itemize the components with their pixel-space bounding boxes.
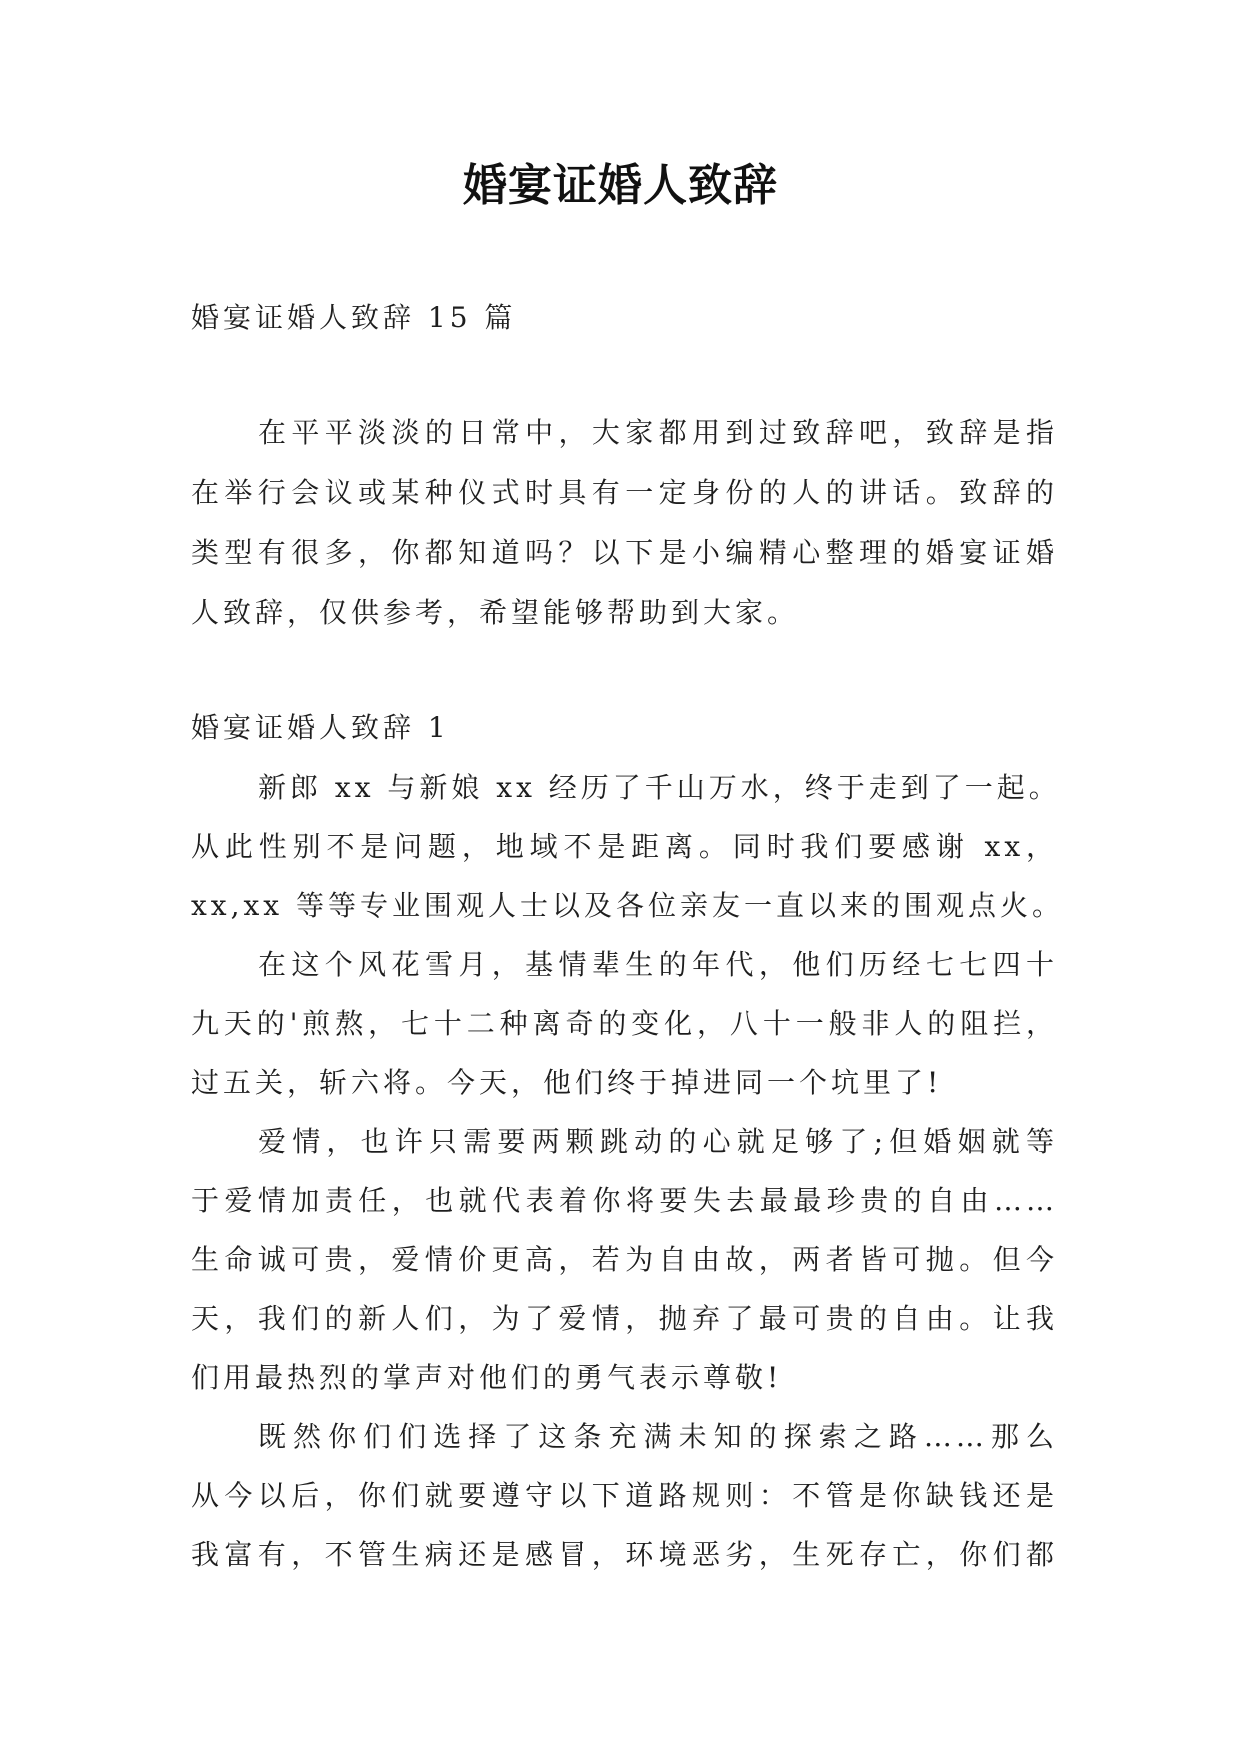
- paragraph-line: 新郎 xx 与新娘 xx 经历了千山万水，终于走到了一起。: [258, 771, 1061, 804]
- paragraph: [191, 935, 1058, 1112]
- section-heading: 婚宴证婚人致辞 1: [191, 711, 450, 744]
- paragraph-line: 从今以后，你们就要遵守以下道路规则：不管是你缺钱还是: [191, 1479, 1058, 1512]
- paragraph-line: 从此性别不是问题，地域不是距离。同时我们要感谢 xx，: [191, 830, 1058, 863]
- paragraph-line: 天，我们的新人们，为了爱情，抛弃了最可贵的自由。让我: [191, 1302, 1058, 1335]
- paragraph-line: 在平平淡淡的日常中，大家都用到过致辞吧，致辞是指: [258, 416, 1058, 449]
- paragraph-line: 既然你们们选择了这条充满未知的探索之路……那么: [258, 1420, 1058, 1453]
- paragraph-line: 人致辞，仅供参考，希望能够帮助到大家。: [191, 596, 800, 629]
- paragraph-line: 在这个风花雪月，基情辈生的年代，他们历经七七四十: [258, 948, 1058, 981]
- paragraph-line: 类型有很多，你都知道吗？以下是小编精心整理的婚宴证婚: [191, 536, 1058, 569]
- document-subtitle: 婚宴证婚人致辞 15 篇: [191, 301, 517, 334]
- paragraph-line: 爱情，也许只需要两颗跳动的心就足够了;但婚姻就等: [258, 1125, 1058, 1158]
- paragraph-line: 于爱情加责任，也就代表着你将要失去最最珍贵的自由……: [191, 1184, 1058, 1217]
- paragraph: [191, 1407, 1058, 1584]
- paragraph: [191, 1112, 1058, 1407]
- paragraph-line: 过五关，斩六将。今天，他们终于掉进同一个坑里了!: [191, 1066, 943, 1099]
- document-title: 婚宴证婚人致辞: [463, 160, 778, 211]
- paragraph-line: 我富有，不管生病还是感冒，环境恶劣，生死存亡，你们都: [191, 1538, 1058, 1571]
- section-body: [191, 758, 1064, 1584]
- intro-paragraph: [191, 403, 1058, 643]
- paragraph: [191, 758, 1064, 935]
- paragraph-line: 生命诚可贵，爱情价更高，若为自由故，两者皆可抛。但今: [191, 1243, 1058, 1276]
- paragraph-line: 九天的'煎熬，七十二种离奇的变化，八十一般非人的阻拦，: [191, 1007, 1058, 1040]
- paragraph-line: xx,xx 等等专业围观人士以及各位亲友一直以来的围观点火。: [191, 889, 1064, 922]
- paragraph-line: 们用最热烈的掌声对他们的勇气表示尊敬!: [191, 1361, 783, 1394]
- paragraph-line: 在举行会议或某种仪式时具有一定身份的人的讲话。致辞的: [191, 476, 1058, 509]
